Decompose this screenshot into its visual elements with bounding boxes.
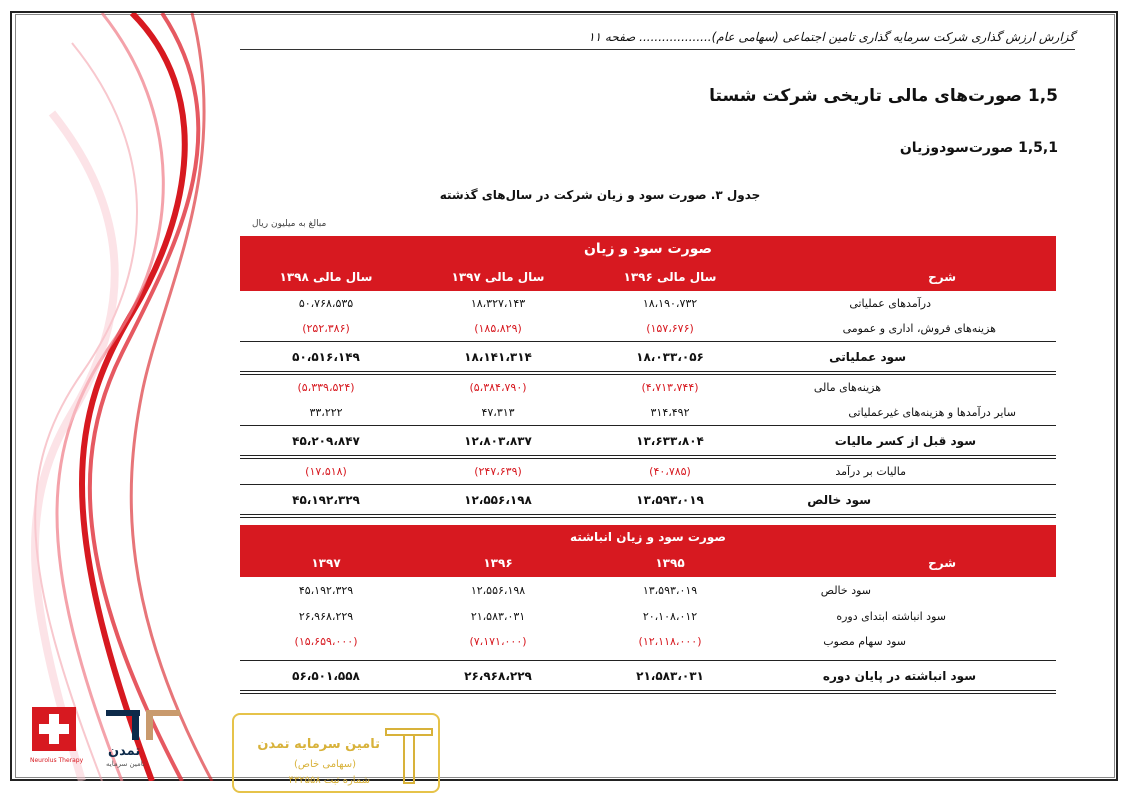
cell: ۳۳،۲۲۲: [309, 406, 343, 419]
cell: (۴۰،۷۸۵): [649, 465, 691, 478]
cell: (۱۲،۱۱۸،۰۰۰): [638, 635, 702, 648]
col-header-1396: ۱۳۹۶: [483, 556, 513, 570]
table-caption: جدول ۳. صورت سود و زیان شرکت در سال‌های گذشته: [439, 188, 761, 202]
col-header-1397: ۱۳۹۷: [311, 556, 341, 570]
table-row: [240, 400, 1056, 425]
table-row-total: [240, 342, 1056, 371]
table-row: [240, 459, 1056, 484]
cell: ۵۶،۵۰۱،۵۵۸: [292, 668, 360, 683]
cell: ۲۰،۱۰۸،۰۱۲: [642, 610, 698, 623]
col-header-1398: سال مالی ۱۳۹۸: [279, 270, 373, 284]
cell: (۱۵۷،۶۷۶): [646, 322, 694, 335]
table-row: [240, 604, 1056, 629]
cell: ۱۳،۵۹۳،۰۱۹: [636, 492, 704, 507]
col-header-1395: ۱۳۹۵: [655, 556, 685, 570]
table-row: [240, 291, 1056, 316]
row-label: درآمدهای عملیاتی: [849, 297, 931, 310]
table-row: [240, 375, 1056, 400]
running-header: گزارش ارزش گذاری شرکت سرمایه گذاری تامین اجتماعی (سهامی عام)................... صفحه ۱۱: [588, 30, 1075, 44]
cell: ۱۳،۵۹۳،۰۱۹: [642, 584, 698, 597]
cell: ۴۷،۳۱۳: [481, 406, 515, 419]
cell: (۱۷،۵۱۸): [305, 465, 347, 478]
cell: ۱۸،۰۳۳،۰۵۶: [636, 349, 704, 364]
income-statement-table: [240, 236, 1056, 518]
row-label: هزینه‌های مالی: [813, 381, 881, 394]
row-label: سود عملیاتی: [829, 349, 906, 364]
col-header-1397: سال مالی ۱۳۹۷: [451, 270, 545, 284]
cell: (۵،۳۳۹،۵۲۴): [297, 381, 355, 394]
table-title: صورت سود و زیان انباشته: [570, 530, 726, 544]
cell: ۱۲،۵۵۶،۱۹۸: [470, 584, 526, 597]
row-label: سایر درآمدها و هزینه‌های غیرعملیاتی: [848, 406, 1016, 419]
row-label: سود خالص: [807, 492, 871, 507]
table-row: [240, 316, 1056, 341]
col-header-desc: شرح: [928, 270, 956, 284]
cell: (۷،۱۷۱،۰۰۰): [469, 635, 527, 648]
tamadon-wordmark: تمدن: [108, 744, 141, 759]
col-header-1396: سال مالی ۱۳۹۶: [623, 270, 717, 284]
tamadon-tagline: تامین سرمایه: [106, 760, 145, 768]
row-label: سود انباشته در پایان دوره: [822, 668, 976, 683]
unit-note: مبالغ به میلیون ریال: [252, 219, 327, 229]
row-label: سود سهام مصوب: [823, 635, 906, 648]
stamp-reg: شماره ثبت ۴۳۲۵۵۸: [288, 775, 370, 786]
table-row: [240, 629, 1056, 654]
cell: ۱۲،۸۰۳،۸۳۷: [464, 433, 532, 448]
cell: ۴۵،۱۹۲،۳۲۹: [292, 492, 360, 507]
cell: ۴۵،۲۰۹،۸۴۷: [292, 433, 360, 448]
cell: ۱۳،۶۳۳،۸۰۴: [636, 433, 704, 448]
brand-caption: Neurolus Therapy: [30, 757, 84, 764]
cell: ۲۶،۹۶۸،۲۲۹: [298, 610, 354, 623]
cell: (۱۸۵،۸۲۹): [474, 322, 522, 335]
cell: ۲۱،۵۸۳،۰۳۱: [470, 610, 526, 623]
row-label: سود انباشته ابتدای دوره: [836, 610, 946, 623]
divider: [240, 514, 1056, 518]
cell: ۳۱۴،۴۹۲: [650, 406, 690, 419]
cell: ۵۰،۷۶۸،۵۳۵: [298, 297, 354, 310]
cell: (۴،۷۱۳،۷۴۴): [641, 381, 699, 394]
cell: ۱۸،۳۲۷،۱۴۳: [470, 297, 526, 310]
stamp-subtitle: (سهامی خاص): [293, 759, 356, 770]
company-stamp: [232, 713, 440, 793]
cell: ۲۱،۵۸۳،۰۳۱: [636, 668, 704, 683]
cell: (۱۵،۶۵۹،۰۰۰): [294, 635, 358, 648]
subsection-heading: 1,5,1 صورت‌سودوزیان: [899, 140, 1058, 156]
red-square-icon: [32, 707, 76, 751]
table-title: صورت سود و زیان: [583, 241, 712, 257]
cell: (۲۵۲،۳۸۶): [302, 322, 350, 335]
table-row-total: [240, 426, 1056, 455]
table-row-total: [240, 485, 1056, 514]
cell: ۱۸،۱۴۱،۳۱۴: [464, 349, 532, 364]
cell: ۱۸،۱۹۰،۷۳۲: [642, 297, 698, 310]
cell: (۲۴۷،۶۳۹): [474, 465, 522, 478]
cell: ۴۵،۱۹۲،۳۲۹: [298, 584, 354, 597]
table-row-total: [240, 661, 1056, 690]
row-label: هزینه‌های فروش، اداری و عمومی: [842, 322, 996, 335]
col-header-desc: شرح: [928, 556, 956, 570]
row-label: سود قبل از کسر مالیات: [834, 433, 976, 448]
row-label: سود خالص: [820, 584, 871, 597]
tamadon-mark-icon: [106, 708, 186, 748]
cell: ۱۲،۵۵۶،۱۹۸: [464, 492, 532, 507]
divider: [240, 690, 1056, 694]
table-row: [240, 577, 1056, 604]
row-label: مالیات بر درآمد: [835, 465, 906, 478]
retained-earnings-table: [240, 525, 1056, 694]
table-header: [240, 236, 1056, 291]
cell: ۲۶،۹۶۸،۲۲۹: [464, 668, 532, 683]
section-heading: 1,5 صورت‌های مالی تاریخی شرکت شستا: [709, 86, 1058, 106]
table-header: [240, 525, 1056, 577]
stamp-title: تامین سرمایه تمدن: [257, 737, 380, 752]
decorative-ribbon: [12, 13, 242, 781]
stamp-mark-icon: [384, 725, 434, 785]
cell: (۵،۳۸۴،۷۹۰): [469, 381, 527, 394]
tamadon-logo: [100, 708, 190, 768]
cell: ۵۰،۵۱۶،۱۴۹: [292, 349, 360, 364]
header-rule: [240, 49, 1075, 50]
